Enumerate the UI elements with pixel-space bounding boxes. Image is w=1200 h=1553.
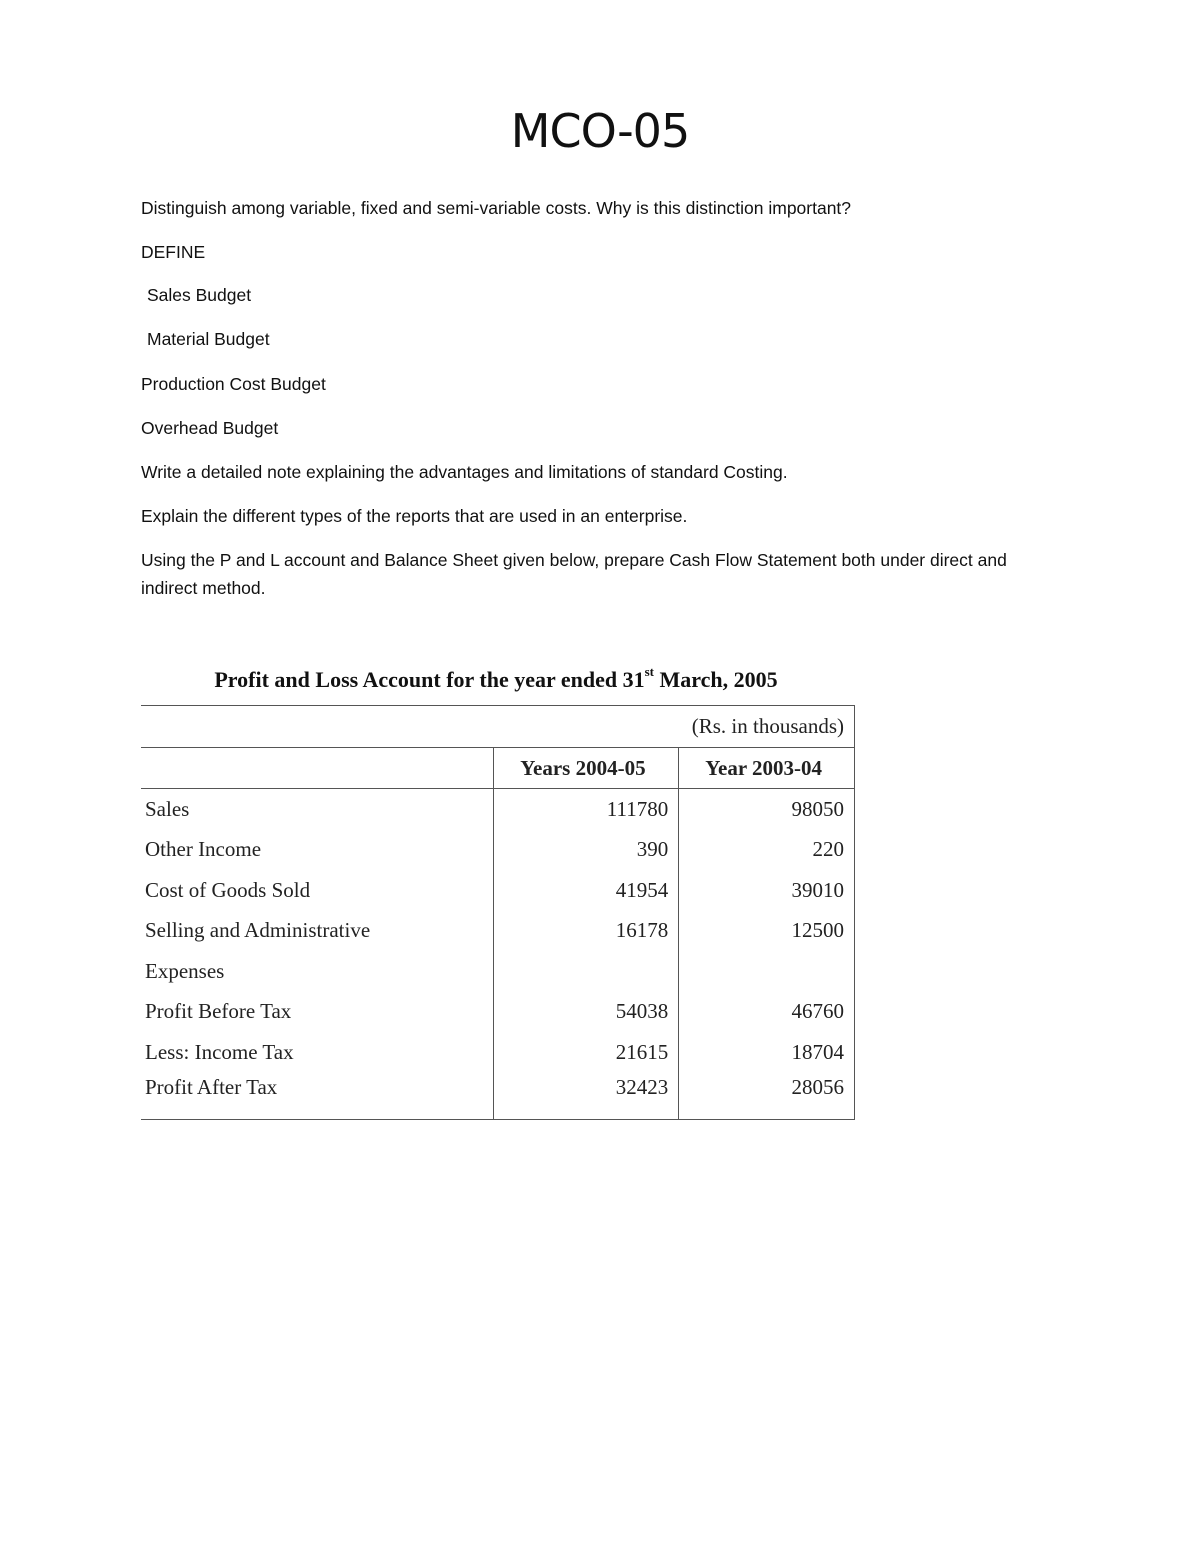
row-label: Sales bbox=[145, 796, 190, 821]
unit-note-row bbox=[141, 706, 855, 748]
row-value-2003-04: 39010 bbox=[679, 870, 855, 911]
row-value-2004-05: 41954 bbox=[493, 870, 679, 911]
caption-superscript: st bbox=[644, 664, 654, 679]
row-value-2004-05: 21615 bbox=[493, 1032, 679, 1073]
define-item-overhead-budget: Overhead Budget bbox=[141, 418, 279, 438]
page-title: MCO-05 bbox=[510, 104, 690, 158]
question-cost-types: Distinguish among variable, fixed and semi-variable costs. Why is this distinction important? bbox=[141, 198, 852, 218]
question-standard-costing: Write a detailed note explaining the advantages and limitations of standard Costing. bbox=[141, 462, 788, 482]
question-cash-flow: Using the P and L account and Balance Sheet given below, prepare Cash Flow Statement both under direct and indirect method. bbox=[141, 550, 1007, 598]
define-item-sales-budget: Sales Budget bbox=[147, 285, 252, 305]
table-row bbox=[141, 992, 855, 1033]
table-row bbox=[141, 951, 855, 992]
header-cell-2003-04: Year 2003-04 bbox=[679, 748, 855, 789]
row-value-2004-05: 54038 bbox=[493, 992, 679, 1033]
row-label: Profit Before Tax bbox=[145, 999, 292, 1024]
define-heading: DEFINE bbox=[141, 242, 206, 262]
row-label: Cost of Goods Sold bbox=[145, 877, 311, 902]
row-value-2003-04: 220 bbox=[679, 830, 855, 871]
table-row bbox=[141, 830, 855, 871]
row-value-2003-04: 98050 bbox=[679, 789, 855, 830]
row-value-2004-05: 111780 bbox=[493, 789, 679, 830]
row-label: Expenses bbox=[145, 958, 225, 983]
row-value-2004-05 bbox=[493, 951, 679, 992]
row-value-2004-05: 32423 bbox=[493, 1073, 679, 1120]
table-row bbox=[141, 1073, 855, 1120]
table-caption bbox=[141, 664, 851, 696]
row-value-2003-04 bbox=[679, 951, 855, 992]
row-label: Profit After Tax bbox=[141, 1073, 493, 1120]
row-label: Less: Income Tax bbox=[145, 1039, 294, 1064]
table-header-row bbox=[141, 748, 855, 789]
table-row bbox=[141, 789, 855, 830]
question-report-types: Explain the different types of the reports that are used in an enterprise. bbox=[141, 506, 688, 526]
caption-text: Profit and Loss Account for the year ended 31 bbox=[214, 667, 645, 692]
table-row bbox=[141, 1032, 855, 1073]
row-label: Other Income bbox=[145, 837, 262, 862]
caption-date: March, 2005 bbox=[653, 667, 778, 692]
row-value-2003-04: 46760 bbox=[679, 992, 855, 1033]
unit-note: (Rs. in thousands) bbox=[141, 706, 855, 748]
profit-loss-table bbox=[141, 705, 855, 1120]
row-label: Selling and Administrative bbox=[145, 918, 371, 943]
table-row bbox=[141, 870, 855, 911]
define-item-material-budget: Material Budget bbox=[147, 329, 270, 349]
header-cell-label bbox=[141, 748, 493, 789]
row-value-2004-05: 16178 bbox=[493, 911, 679, 952]
table-row bbox=[141, 911, 855, 952]
row-value-2003-04: 12500 bbox=[679, 911, 855, 952]
define-item-production-cost-budget: Production Cost Budget bbox=[141, 374, 326, 394]
row-value-2003-04: 18704 bbox=[679, 1032, 855, 1073]
row-value-2003-04: 28056 bbox=[679, 1073, 855, 1120]
row-value-2004-05: 390 bbox=[493, 830, 679, 871]
header-cell-2004-05: Years 2004-05 bbox=[493, 748, 679, 789]
